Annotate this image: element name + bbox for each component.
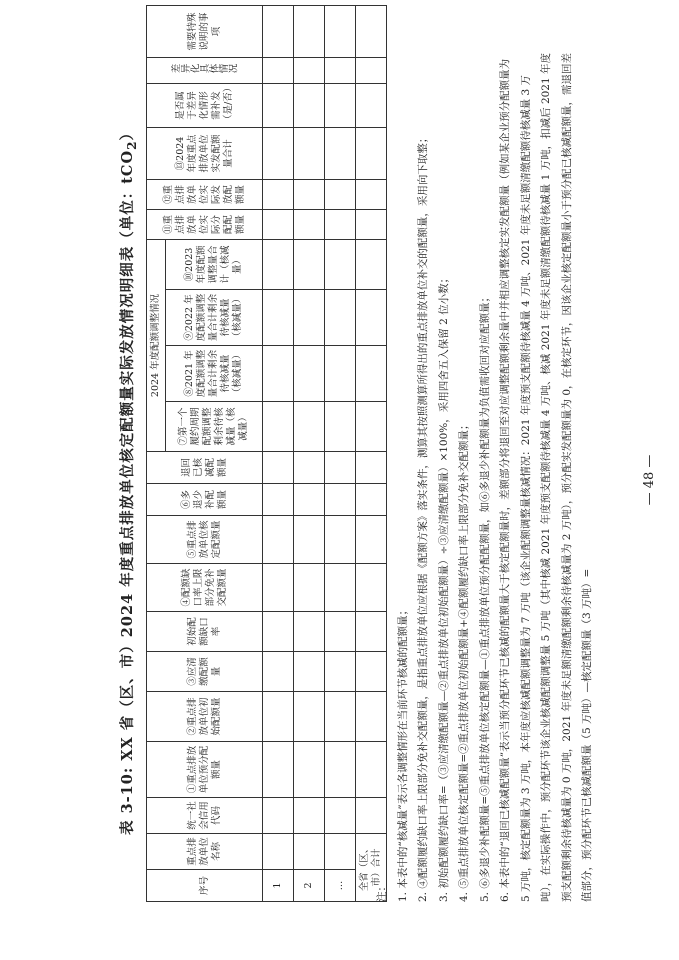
note-item: 3. 初始配额履约缺口率=（③应清缴配额量—②重点排放单位初始配额量）÷③应清缴配额量）×100%，采用四舍五入保留 2 位小数； (437, 272, 450, 902)
col-header-issued-total: ⑬2024 年度重点排放单位实发配额量合计 (147, 127, 263, 179)
note-item: 5. ⑥多退少补配额量=⑤重点排放单位核定配额量—①重点排放单位预分配配额量，如⑥多退少补配额量为负值需收回对应配额量； (478, 291, 491, 902)
col-header-2023-adjust: ⑩2023 年度配额调整量合计（核减量） (166, 239, 263, 289)
note-item: 2. ④配额履约缺口率上限部分免补交配额量，是指重点排放单位应根据《配额方案》落实条件，测算其按照测算所得出的重点排放单位补交的配额量，采用向下取整； (417, 132, 429, 902)
group-header-adjustments: 2024 年度配额调整情况 (147, 239, 166, 451)
col-header-credit-code: 统一社会信用代码 (147, 798, 263, 834)
notes-section (372, 52, 598, 902)
table-title (116, 60, 139, 900)
col-header-gap-rate: 初始配额缺口率 (147, 612, 263, 652)
row-seq: 2 (294, 870, 325, 902)
col-header-2021-adjust: ⑧2021 年度配额调整量合计剩余待核减量（核减量） (166, 346, 263, 402)
col-header-pre-allocation: ①重点排放单位预分配额量 (147, 742, 263, 798)
col-header-actual-distribution: ⑪重点排放单位实际分配配额量 (147, 209, 263, 239)
col-header-verified-allocation: ⑤重点排放单位核定配额量 (147, 516, 263, 564)
col-header-unit-name: 重点排放单位名称 (147, 834, 263, 870)
note-item: 4. ⑤重点排放单位核定配额量=②重点排放单位初始配额量+④配额履约缺口率上限部分免补交配额量； (458, 419, 470, 902)
page-number: — 48 — (642, 454, 657, 506)
table-row (325, 5, 356, 901)
title-end: ） (119, 125, 136, 141)
table-row (263, 5, 294, 901)
title-text: 表 3-10: XX 省（区、市）2024 年度重点排放单位核定配额量实际发放情况明细表（单位：tCO (119, 149, 136, 835)
col-header-initial-allocation: ②重点排放单位初始配额量 (147, 692, 263, 742)
allocation-table (146, 5, 387, 902)
row-total-label: 全省（区、市）合计 (356, 834, 387, 902)
col-header-special-notes: 需要特殊说明的事项 (147, 5, 263, 57)
table-row (294, 5, 325, 901)
col-header-clearing-amount: ③应清缴配额量 (147, 652, 263, 692)
notes-label: 注： (376, 881, 388, 902)
col-header-returned-reduction: 退回已核减配额量 (147, 452, 263, 484)
row-seq: … (325, 870, 356, 902)
note-item: 6. 本表中的“退回已核减配额量”表示当预分配环节已核减的配额量大于核定配额量时，差额部分将退回至对应调整配额剩余量中并相应调整核定实发配额量（例如某企业预分配额量为 5 万吨，核定配额量为 3 万吨，本年度应核减配额调整量为 7 万吨（该企业配额调整量核减情况：2021 年度预支配额待核减量 4 万吨、2021 年度未足额清缴配额待核减量 3 万吨），在实际操作中，预分配环节该企业核减配额调整量 5 万吨（其中核减 2021 年度预支配额待核减量 4 万吨、核减 2021 年度未足额清缴配额待核减量 1 万吨，扣减后 2021 年度预支配额剩余待核减量为 0 万吨，2021 年度未足额清缴配额剩余待核减量为 2 万吨），预分配实发配额量为 0，在核定环节，因该企业核定配额量小于预分配已核减配额量，需退回差值部分，预分配环节已核减配额量（5 万吨）—核定配额量（3 万吨）= (499, 52, 593, 902)
col-header-cycle1-adjust: ⑦第一个履约周期配额调整剩余待核减量（核减量） (166, 402, 263, 452)
title-subscript: 2 (124, 140, 139, 150)
col-header-exempt-amount: ④配额缺口率上限部分免补交配额量 (147, 564, 263, 612)
row-seq: 1 (263, 870, 294, 902)
col-header-seq: 序号 (147, 870, 263, 902)
col-header-actual-issued: ⑫重点排放单位实际发放配额量 (147, 179, 263, 209)
col-header-refund-topup: ⑥多退少补配额量 (147, 484, 263, 516)
note-item: 1. 本表中的“核减量”表示各调整情形在当前环节核减的配额量； (396, 604, 409, 902)
col-header-diff-detail: 差异化具体情况 (147, 57, 263, 83)
col-header-differentiated: 是否属于差异化情形需补发（是/否） (147, 83, 263, 127)
col-header-2022-adjust: ⑨2022 年度配额调整量合计剩余待核减量（核减量） (166, 290, 263, 346)
